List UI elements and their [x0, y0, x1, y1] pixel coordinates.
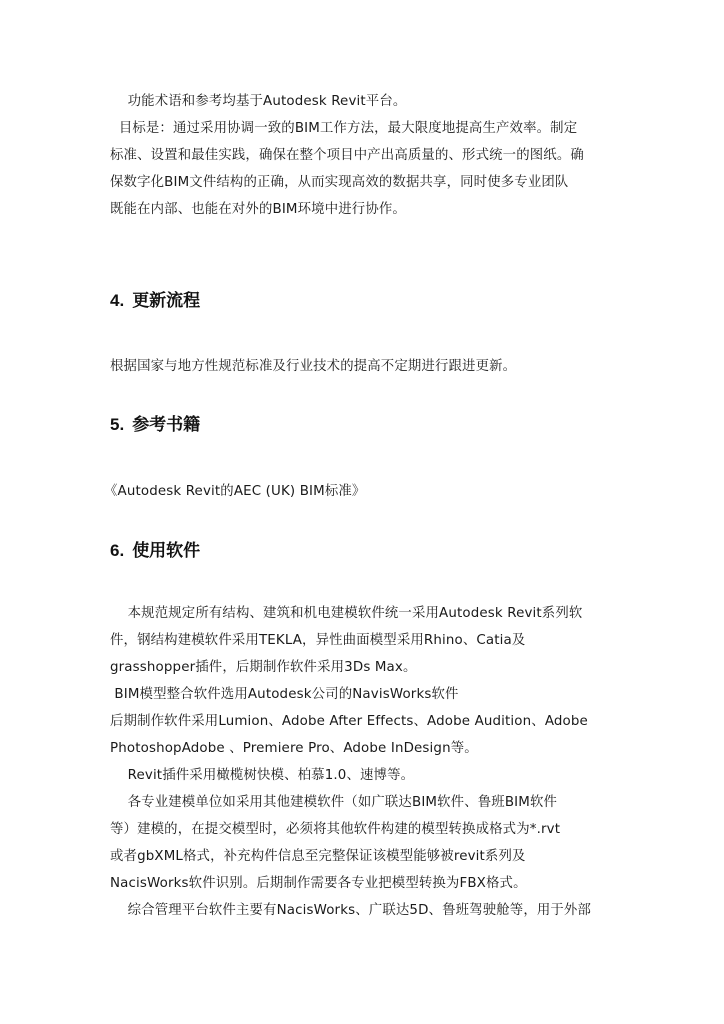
section-number: 4. [110, 291, 125, 310]
body-line: PhotoshopAdobe 、Premiere Pro、Adobe InDesign等。 [110, 741, 478, 756]
section-number: 6. [110, 541, 125, 560]
intro-paragraph [110, 88, 620, 223]
section-title: 更新流程 [132, 291, 201, 310]
intro-line: 目标是：通过采用协调一致的BIM工作方法，最大限度地提高生产效率。制定 [110, 121, 578, 136]
body-line: NacisWorks软件识别。后期制作需要各专业把模型转换为FBX格式。 [110, 876, 527, 891]
body-line: 本规范规定所有结构、建筑和机电建模软件统一采用Autodesk Revit系列软 [110, 606, 583, 621]
section-4-body [110, 353, 620, 380]
intro-line: 保数字化BIM文件结构的正确，从而实现高效的数据共享，同时使多专业团队 [110, 175, 569, 190]
book-title: 《Autodesk Revit的AEC (UK) BIM标准》 [104, 484, 366, 499]
body-line: 后期制作软件采用Lumion、Adobe After Effects、Adobe Audition、Adobe [110, 714, 588, 729]
section-5-heading [110, 414, 200, 436]
body-line: grasshopper插件，后期制作软件采用3Ds Max。 [110, 660, 417, 675]
intro-line: 标准、设置和最佳实践，确保在整个项目中产出高质量的、形式统一的图纸。确 [110, 148, 584, 163]
body-line: 或者gbXML格式，补充构件信息至完整保证该模型能够被revit系列及 [110, 849, 526, 864]
body-line: 综合管理平台软件主要有NacisWorks、广联达5D、鲁班驾驶舱等，用于外部 [110, 903, 592, 918]
section-6-body [110, 600, 620, 924]
body-line: 件，钢结构建模软件采用TEKLA，异性曲面模型采用Rhino、Catia及 [110, 633, 526, 648]
section-4-heading [110, 290, 200, 312]
intro-line: 功能术语和参考均基于Autodesk Revit平台。 [110, 94, 407, 109]
section-title: 使用软件 [132, 541, 201, 560]
section-number: 5. [110, 415, 125, 434]
section-5-body [104, 478, 614, 505]
intro-line: 既能在内部、也能在对外的BIM环境中进行协作。 [110, 202, 406, 217]
body-line: BIM模型整合软件选用Autodesk公司的NavisWorks软件 [110, 687, 459, 702]
section-title: 参考书籍 [132, 415, 201, 434]
body-line: 根据国家与地方性规范标准及行业技术的提高不定期进行跟进更新。 [110, 359, 517, 374]
section-6-heading [110, 540, 200, 562]
body-line: 各专业建模单位如采用其他建模软件（如广联达BIM软件、鲁班BIM软件 [110, 795, 558, 810]
body-line: 等）建模的，在提交模型时，必须将其他软件构建的模型转换成格式为*.rvt [110, 822, 561, 837]
body-line: Revit插件采用橄榄树快模、柏慕1.0、速博等。 [110, 768, 415, 783]
